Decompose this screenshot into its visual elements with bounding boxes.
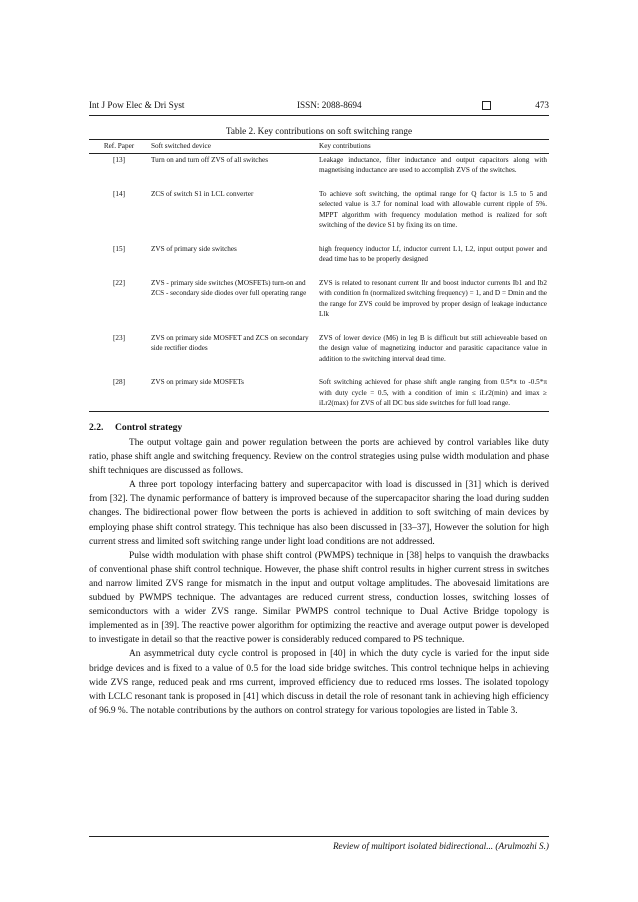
device-cell: ZVS on primary side MOSFET and ZCS on secondary side rectifier diodes: [151, 333, 309, 352]
paragraph: A three port topology interfacing battery and supercapacitor with load is discussed in [31] which is derived from [32]. The dynamic performance of battery is improved because of the supercapacitor sharing the load during sudden changes. The bidirectional power flow between the ports is achieved in addition to soft switching of main devices by employing phase shift control strategy. This technique has also been discussed in [33–37], However the solution for high current stress and limited soft switching range under light load conditions are not addressed.: [89, 480, 549, 547]
paragraph: An asymmetrical duty cycle control is proposed in [40] in which the duty cycle is varied for the input side bridge devices and is fixed to a value of 0.5 for the load side bridge switches. This control technique helps in achieving wide ZVS range, reduced peak and rms current, improved efficiency due to reduced rms losses. The isolated topology with LCLC resonant tank is proposed in [41] which discuss in detail the role of resonant tank in achieving high efficiency of 96.9 %. The notable contributions by the authors on control strategy for various topologies are listed in Table 3.: [89, 649, 549, 716]
table-caption: Table 2. Key contributions on soft switching range: [225, 126, 413, 136]
page-number: 473: [535, 100, 549, 110]
ref-cell: [28]: [89, 376, 149, 411]
col-header-ref: Ref. Paper: [89, 140, 149, 154]
table-row: [89, 277, 549, 332]
section-title: Control strategy: [115, 422, 183, 433]
key-cell: Leakage inductance, filter inductance and output capacitors along with magnetising inductance are used to accomplish ZVS of the switches.: [319, 155, 547, 174]
device-cell: ZVS - primary side switches (MOSFETs) turn-on and ZCS - secondary side diodes over full operating range: [151, 278, 307, 297]
col-header-device: Soft switched device: [149, 140, 317, 154]
running-footer: Review of multiport isolated bidirectional... (Arulmozhi S.): [332, 841, 549, 851]
table-row: [89, 153, 549, 188]
col-header-key: Key contributions: [317, 140, 549, 154]
section-body: [89, 436, 549, 718]
ref-cell: [14]: [113, 189, 125, 198]
key-cell: ZVS of lower device (M6) in leg B is difficult but still achieveable based on the design value of magnetizing inductor and parasitic capacitance value in addition to the switching interval dead time.: [319, 333, 547, 363]
key-cell: To achieve soft switching, the optimal range for Q factor is 1.5 to 5 and selected value is 3.7 for nominal load with allowable current ripple of 5%. MPPT algorithm with frequency modulation method is realized for soft switching of the device S1 by fixing its on time.: [319, 189, 547, 229]
ref-cell: [13]: [113, 155, 125, 164]
key-cell: ZVS is related to resonant current Ilr and boost inductor currents Ib1 and Ib2 with condition fn (normalized switching frequency) = 1, and D = Dmin and the the range for ZVS could be improved by proper design of leakage inductance Llk: [319, 278, 547, 318]
device-cell: ZCS of switch S1 in LCL converter: [151, 189, 254, 198]
paragraph: Pulse width modulation with phase shift control (PWMPS) technique in [38] helps to vanquish the drawbacks of conventional phase shift control technique. However, the phase shift control results in higher current stress in switches and narrow limited ZVS range for mismatch in the input and output voltage amplitudes. The abovesaid limitations are subdued by PWMPS technique. The advantages are reduced current stress, conduction losses, switching losses of semiconductors with a wider ZVS range. Similar PWMPS control technique to Dual Active Bridge topology is implemented as in [39]. The reactive power algorithm for optimizing the reactive and average output power is developed to investigate in detail so that the reactive power is considerably reduced compared to PS technique.: [89, 550, 549, 646]
table-header-row: [89, 140, 549, 154]
ref-cell: [15]: [113, 244, 125, 253]
device-cell: ZVS of primary side switches: [151, 244, 237, 253]
table-row: [89, 243, 549, 277]
ref-cell: [23]: [113, 333, 125, 342]
key-cell: Soft switching achieved for phase shift angle ranging from 0.5*π to -0.5*π with duty cycle = 0.5, with a condition of imin ≤ iLr2(min) and imax ≥ iLr2(max) for ZVS of all DC bus side switches for full load range.: [317, 376, 549, 411]
issn: ISSN: 2088-8694: [297, 100, 362, 110]
section-heading: [89, 422, 182, 433]
running-header: [89, 100, 549, 114]
journal-name: Int J Pow Elec & Dri Syst: [89, 100, 185, 110]
paragraph: The output voltage gain and power regulation between the ports are achieved by control variables like duty ratio, phase shift angle and switching frequency. Review on the control strategies using pulse width modulation and phase shift techniques are discussed as follows.: [89, 438, 549, 477]
header-rule: [89, 115, 549, 116]
section-number: 2.2.: [89, 422, 104, 433]
key-contributions-table: [89, 139, 549, 412]
box-icon: [482, 101, 491, 110]
device-cell: Turn on and turn off ZVS of all switches: [151, 155, 268, 164]
table-row: [89, 188, 549, 243]
footer-rule: [89, 836, 549, 837]
device-cell: ZVS on primary side MOSFETs: [149, 376, 317, 411]
ref-cell: [22]: [113, 278, 125, 287]
table-row: [89, 332, 549, 377]
table-row: [89, 376, 549, 411]
key-cell: high frequency inductor Lf, inductor current L1, L2, input output power and dead time has to be properly designed: [319, 244, 547, 263]
